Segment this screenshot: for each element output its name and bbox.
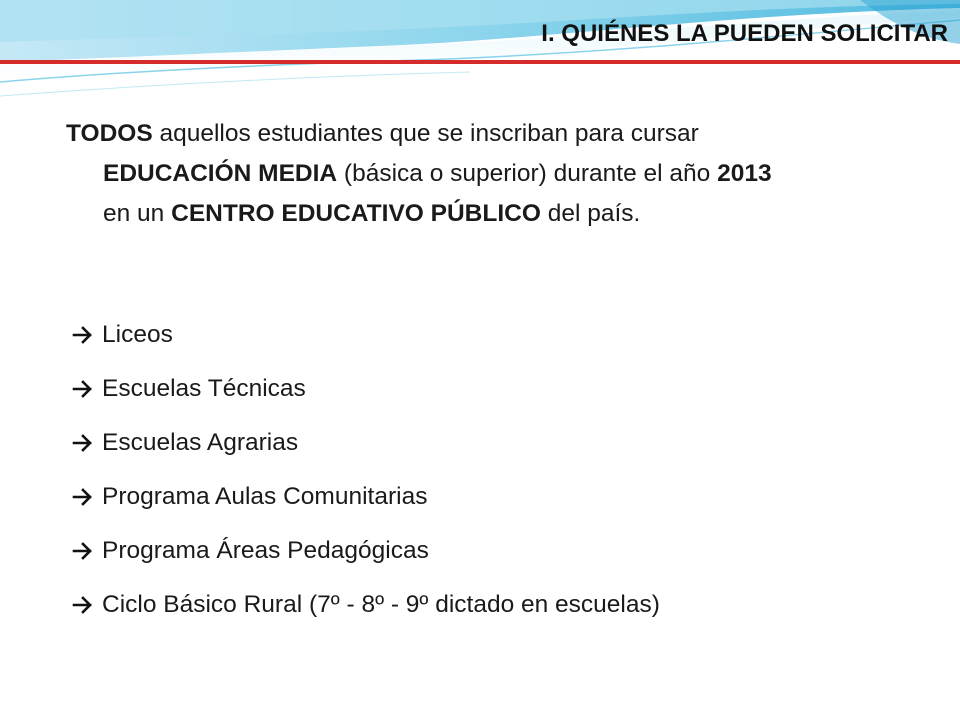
list-item	[72, 470, 660, 524]
list-item	[72, 416, 660, 470]
intro-text-3a: en un	[103, 200, 172, 227]
list-item-label: Escuelas Agrarias	[102, 429, 299, 456]
intro-bold-educacion-media: EDUCACIÓN MEDIA	[103, 160, 338, 187]
arrow-right-icon	[72, 540, 94, 562]
intro-bold-year: 2013	[717, 160, 772, 187]
arrow-right-icon	[72, 432, 94, 454]
list-item-label: Programa Aulas Comunitarias	[102, 483, 428, 510]
institution-list	[72, 308, 660, 632]
intro-text-2: (básica o superior) durante el año	[337, 160, 718, 187]
arrow-right-icon	[72, 486, 94, 508]
intro-line-3	[66, 194, 906, 234]
intro-line-2	[66, 154, 906, 194]
intro-line-1	[66, 114, 906, 154]
intro-paragraph	[66, 114, 906, 234]
header-wave-decoration	[0, 0, 960, 110]
arrow-right-icon	[72, 378, 94, 400]
list-item	[72, 362, 660, 416]
list-item-label: Ciclo Básico Rural (7º - 8º - 9º dictado en escuelas)	[102, 591, 660, 618]
list-item	[72, 524, 660, 578]
intro-bold-centro: CENTRO EDUCATIVO PÚBLICO	[171, 200, 541, 227]
list-item-label: Escuelas Técnicas	[102, 375, 306, 402]
list-item	[72, 578, 660, 632]
list-item-label: Programa Áreas Pedagógicas	[102, 537, 429, 564]
intro-text-1: aquellos estudiantes que se inscriban para cursar	[152, 120, 699, 147]
list-item	[72, 308, 660, 362]
slide-title: I. QUIÉNES LA PUEDEN SOLICITAR	[541, 20, 948, 47]
arrow-right-icon	[72, 594, 94, 616]
list-item-label: Liceos	[102, 321, 173, 348]
intro-bold-todos: TODOS	[66, 120, 153, 147]
intro-text-3b: del país.	[540, 200, 641, 227]
arrow-right-icon	[72, 324, 94, 346]
